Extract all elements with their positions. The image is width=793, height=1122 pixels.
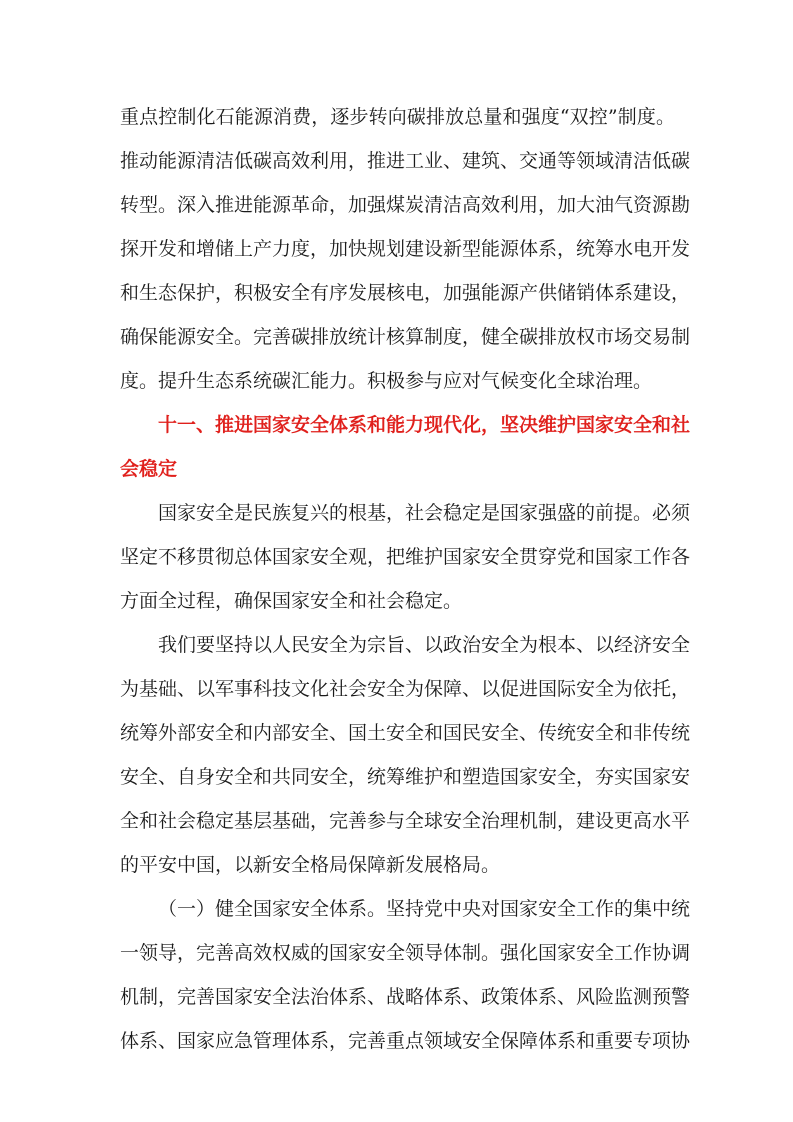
text-line: 为基础、以军事科技文化社会安全为保障、以促进国际安全为依托， — [120, 678, 691, 700]
text-line: 方面全过程，确保国家安全和社会稳定。 — [120, 590, 463, 612]
text-line: 的平安中国，以新安全格局保障新发展格局。 — [120, 854, 501, 876]
text-line: 和生态保护，积极安全有序发展核电，加强能源产供储销体系建设， — [120, 282, 691, 304]
text-line: 重点控制化石能源消费，逐步转向碳排放总量和强度“双控”制度。 — [120, 106, 675, 128]
text-line: 统筹外部安全和内部安全、国土安全和国民安全、传统安全和非传统 — [120, 722, 691, 744]
paragraph-security-principles — [120, 623, 691, 887]
heading-line: 会稳定 — [120, 458, 178, 480]
paragraph-security-system — [120, 887, 691, 1063]
text-line: 机制，完善国家安全法治体系、战略体系、政策体系、风险监测预警 — [120, 986, 691, 1008]
text-line: 全和社会稳定基层基础，完善参与全球安全治理机制，建设更高水平 — [120, 810, 691, 832]
heading-line: 十一、推进国家安全体系和能力现代化，坚决维护国家安全和社 — [158, 414, 691, 436]
text-line: 一领导，完善高效权威的国家安全领导体制。强化国家安全工作协调 — [120, 942, 691, 964]
text-line: 探开发和增储上产力度，加快规划建设新型能源体系，统筹水电开发 — [120, 238, 691, 260]
document-body — [120, 95, 691, 1063]
text-line: 国家安全是民族复兴的根基，社会稳定是国家强盛的前提。必须 — [158, 502, 691, 524]
paragraph-national-security-foundation — [120, 491, 691, 623]
text-line: 推动能源清洁低碳高效利用，推进工业、建筑、交通等领域清洁低碳 — [120, 150, 691, 172]
text-line: 我们要坚持以人民安全为宗旨、以政治安全为根本、以经济安全 — [158, 634, 691, 656]
text-line: 坚定不移贯彻总体国家安全观，把维护国家安全贯穿党和国家工作各 — [120, 546, 691, 568]
text-line: 转型。深入推进能源革命，加强煤炭清洁高效利用，加大油气资源勘 — [120, 194, 691, 216]
paragraph-energy — [120, 95, 691, 403]
text-line: （一）健全国家安全体系。坚持党中央对国家安全工作的集中统 — [158, 898, 691, 920]
text-line: 度。提升生态系统碳汇能力。积极参与应对气候变化全球治理。 — [120, 370, 653, 392]
text-line: 体系、国家应急管理体系，完善重点领域安全保障体系和重要专项协 — [120, 1030, 691, 1052]
text-line: 安全、自身安全和共同安全，统筹维护和塑造国家安全，夯实国家安 — [120, 766, 691, 788]
section-heading — [120, 403, 691, 491]
text-line: 确保能源安全。完善碳排放统计核算制度，健全碳排放权市场交易制 — [120, 326, 691, 348]
